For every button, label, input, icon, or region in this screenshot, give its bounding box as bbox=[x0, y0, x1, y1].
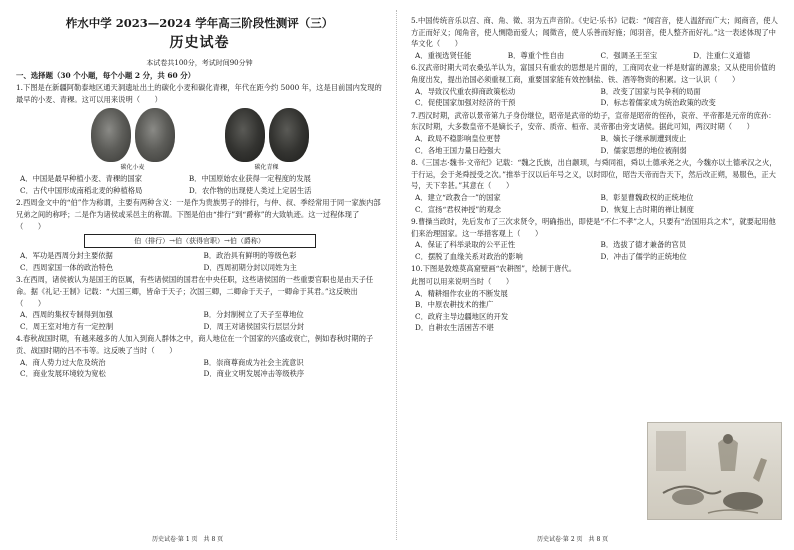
q1-figure bbox=[16, 108, 383, 172]
option-a[interactable]: A．中国是最早种植小麦、青稞的国家 bbox=[20, 174, 143, 184]
option-a[interactable]: A．导致汉代重农抑商政策松动 bbox=[415, 86, 516, 96]
question-7 bbox=[411, 110, 782, 156]
option-c[interactable]: C．宣扬“君权神授”的观念 bbox=[415, 204, 502, 214]
title-evolution-flow: 伯（排行）→伯（获得官职）→伯（爵称） bbox=[84, 234, 316, 248]
option-d[interactable]: D．标志着儒家成为统治政策的改变 bbox=[600, 98, 716, 108]
option-b[interactable]: B．选拔了德才兼备的官员 bbox=[600, 240, 687, 250]
answer-options bbox=[411, 192, 782, 215]
question-5 bbox=[411, 15, 782, 61]
answer-options bbox=[16, 357, 383, 380]
option-b[interactable]: B．中国原始农业获得一定程度的发展 bbox=[188, 174, 311, 184]
question-stem: 2.西周金文中的“伯”作为称谓，主要有两种含义：一是作为贵族男子的排行，与仲、叔、季经常用于同一家族内部兄弟之间的称呼；二是作为诸侯或采邑主的称谓。下图是伯由“排行”到“爵称”的大致轨迹。这一过程体现了（ ） bbox=[16, 198, 381, 231]
answer-options bbox=[411, 239, 782, 262]
question-2 bbox=[16, 197, 383, 273]
option-d[interactable]: D．商业文明发展冲击等级秩序 bbox=[203, 369, 305, 379]
question-stem: 9.曹操当政时，先后发布了三次求贤令，明确指出，即使是“不仁不孝”之人，只要有“治国用兵之术”，就要起用他们来治理国家。这一举措客观上（ ） bbox=[411, 217, 776, 238]
option-a[interactable]: A．政局不稳影响皇位更替 bbox=[415, 133, 501, 143]
option-a[interactable]: A．军功是西周分封主要依据 bbox=[20, 251, 113, 261]
wheat-grain-image bbox=[135, 108, 175, 162]
option-a[interactable]: A．商人势力过大危及统治 bbox=[20, 357, 106, 367]
option-b[interactable]: B．嫡长子继承制遭到废止 bbox=[600, 133, 687, 143]
answer-options bbox=[16, 309, 383, 332]
question-stem: 6.汉武帝时期大司农桑弘羊认为，富国只有重农的思想是片面的，工商同农业一样是财富的源泉；又从使用价值的角度出发，提出治国必须重视工商，重要国家能有效控制盐、铁、酒等物资的积累。这一认识（ ） bbox=[411, 63, 776, 84]
option-b[interactable]: B．彰显曹魏政权的正统地位 bbox=[600, 192, 694, 202]
question-stem-2: 此图可以用来说明当时（ ） bbox=[411, 277, 514, 287]
question-3 bbox=[16, 274, 383, 332]
question-stem: 10.下图是敦煌莫高窟壁画“农耕图”，绘制于唐代。 bbox=[411, 264, 577, 274]
option-d[interactable]: D．自耕农生活困苦不堪 bbox=[415, 323, 494, 333]
option-b[interactable]: B．尊重个性自由 bbox=[507, 50, 565, 60]
wheat-photo bbox=[91, 108, 175, 172]
option-a[interactable]: A．精耕细作农业的不断发展 bbox=[415, 288, 508, 298]
option-c[interactable]: C．政府主导边疆地区的开发 bbox=[415, 311, 509, 321]
option-c[interactable]: C．古代中国形成南稻北麦的种植格局 bbox=[20, 185, 143, 195]
option-c[interactable]: C．各地王国力量日趋强大 bbox=[415, 145, 501, 155]
option-a[interactable]: A．建立“政教合一”的国家 bbox=[415, 192, 501, 202]
option-b[interactable]: B．崇商尊商成为社会主流意识 bbox=[203, 357, 304, 367]
answer-options bbox=[411, 133, 782, 156]
option-a[interactable]: A．重视选贤任能 bbox=[415, 50, 472, 60]
option-b[interactable]: B．改变了国家与民争利的局面 bbox=[600, 86, 701, 96]
question-stem: 8.《三国志·魏书·文帝纪》记载：“魏之氏族，出自颛顼，与舜同祖，舜以土德承尧之火，今魏亦以土德承汉之火，于行运，会于尧舜授受之次。”推举于汉以后年号之义，以时即位，昭告天帝而告天下，然后改正朔，易服色，正大号，天下幸甚。”其意在（ ） bbox=[411, 158, 777, 191]
answer-options bbox=[16, 250, 383, 273]
section-heading: 一、选择题（30 个小题，每个小题 2 分，共 60 分） bbox=[16, 71, 196, 80]
answer-options bbox=[411, 86, 782, 109]
barley-grain-image bbox=[269, 108, 309, 162]
question-stem: 3.在西周，诸侯被认为是国王的臣属，有些诸侯国的国君在中央任职，这些诸侯国的一些重要官职也是由天子任命。据《礼记·王制》记载：“大国三卿，皆命于天子；次国三卿，二卿命于天子，一卿命于其君。”这反映出（ ） bbox=[16, 275, 374, 308]
question-1 bbox=[16, 82, 383, 196]
page-footer: 历史试卷·第 1 页 共 8 页 bbox=[152, 536, 224, 543]
option-a[interactable]: A．保证了科举录取的公平正性 bbox=[415, 240, 516, 250]
page-footer: 历史试卷·第 2 页 共 8 页 bbox=[537, 536, 609, 543]
barley-grain-image bbox=[225, 108, 265, 162]
answer-options bbox=[411, 288, 643, 334]
exam-info: 本试卷共100分，考试时间90分钟 bbox=[146, 59, 253, 67]
option-d[interactable]: D．儒家思想的地位被削弱 bbox=[600, 145, 687, 155]
barley-photo bbox=[225, 108, 309, 172]
question-8 bbox=[411, 157, 782, 215]
option-b[interactable]: B．中原农耕技术的推广 bbox=[415, 300, 494, 310]
option-d[interactable]: D．农作物的出现使人类过上定居生活 bbox=[188, 185, 312, 195]
option-d[interactable]: D．周王对诸侯国实行层层分封 bbox=[203, 321, 305, 331]
wheat-grain-image bbox=[91, 108, 131, 162]
exam-subtitle: 历史试卷 bbox=[169, 35, 230, 51]
option-b[interactable]: B．政治具有鲜明的等级色彩 bbox=[203, 251, 297, 261]
question-9 bbox=[411, 216, 782, 262]
option-d[interactable]: D．冲击了儒学的正统地位 bbox=[600, 251, 687, 261]
option-c[interactable]: C．周王室对地方有一定控制 bbox=[20, 321, 114, 331]
option-d[interactable]: D．西周初期分封以同姓为主 bbox=[203, 262, 297, 272]
option-b[interactable]: B．分封制树立了天子至尊地位 bbox=[203, 310, 304, 320]
answer-options bbox=[411, 50, 782, 62]
answer-options bbox=[16, 173, 383, 196]
option-d[interactable]: D．注重仁义道德 bbox=[693, 50, 751, 60]
option-d[interactable]: D．恢复上古时期的禅让制度 bbox=[600, 204, 694, 214]
question-4 bbox=[16, 333, 383, 379]
question-6 bbox=[411, 62, 782, 108]
wheat-caption: 碳化小麦 bbox=[120, 164, 145, 172]
option-c[interactable]: C．促使国家加强对经济的干预 bbox=[415, 98, 516, 108]
barley-caption: 碳化青稞 bbox=[254, 164, 279, 172]
question-stem: 5.中国传统音乐以宫、商、角、徵、羽为五声音阶。《史记·乐书》记载：“闻宫音，使人温舒而广大；闻商音，使人方正而好义；闻角音，使人恻隐而爱人；闻徵音，使人乐善而好施；闻羽音，使人整齐而好礼。”这一表述体现了中华文化（ ） bbox=[411, 16, 778, 49]
question-stem: 4.春秋战国时期，有越来越多的人加入到商人群体之中，商人地位在一个国家的兴盛或衰亡，例如春秋时期的子贡、战国时期的吕不韦等。这反映了当时（ ） bbox=[16, 334, 374, 355]
question-10 bbox=[411, 263, 643, 334]
option-c[interactable]: C．西周家国一体的政治特色 bbox=[20, 262, 114, 272]
exam-title: 柞水中学 2023—2024 学年高三阶段性测评（三） bbox=[65, 16, 334, 30]
option-c[interactable]: C．摆脱了血缘关系对政治的影响 bbox=[415, 251, 523, 261]
option-c[interactable]: C．强调圣王至宝 bbox=[600, 50, 658, 60]
option-c[interactable]: C．商业发展环境较为宽松 bbox=[20, 369, 106, 379]
question-stem: 7.西汉时期，武帝以景帝第九子身份继位，昭帝是武帝的幼子，宣帝是昭帝的侄孙，哀帝、平帝都是元帝的庶孙：东汉时期，大多数皇帝不是嫡长子，安帝、质帝、桓帝、灵帝都由旁支诸侯。据此可知，两汉时期（ ） bbox=[411, 110, 776, 132]
option-a[interactable]: A．西周的集权专制得到加强 bbox=[20, 310, 113, 320]
farming-mural-image bbox=[647, 422, 782, 520]
question-stem: 1.下图是在新疆阿勒泰地区通天洞遗址出土的碳化小麦和碳化青稞，年代在距今约 5000 年，这是目前国内发现的最早的小麦、青稞。这可以用来说明（ ） bbox=[16, 83, 382, 104]
mural-sketch bbox=[648, 423, 783, 521]
